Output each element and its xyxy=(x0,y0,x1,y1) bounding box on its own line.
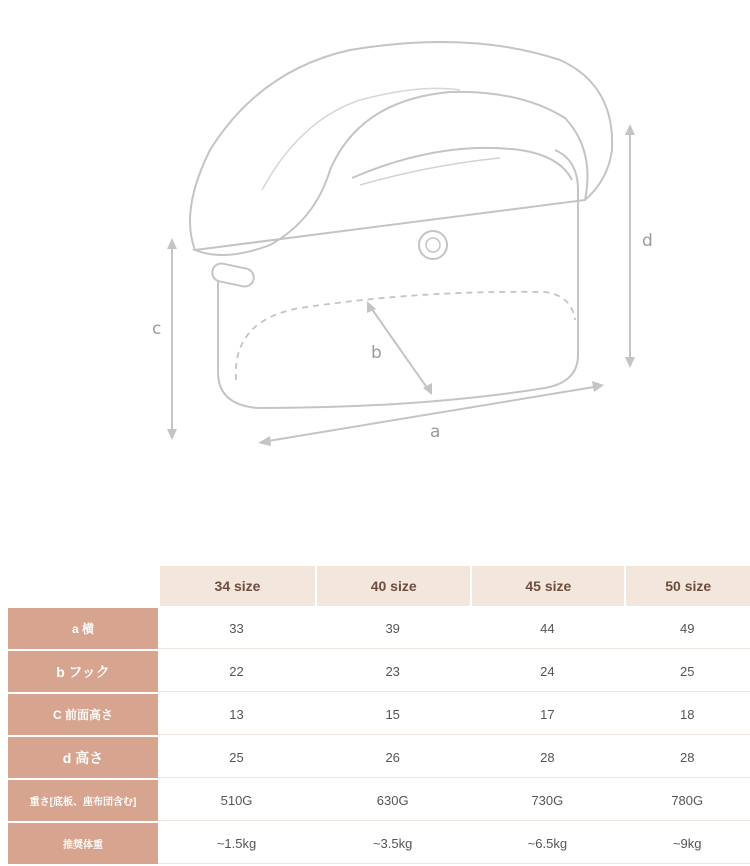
table-row xyxy=(8,823,750,864)
table-cell: ~3.5kg xyxy=(315,823,470,864)
table-cell: 25 xyxy=(624,651,750,692)
row-label: d 高さ xyxy=(8,737,158,778)
column-header: 40 size xyxy=(315,566,470,606)
bag-button-inner xyxy=(426,238,440,252)
table-row xyxy=(8,737,750,778)
label-c: c xyxy=(152,319,162,339)
table-cell: 15 xyxy=(315,694,470,735)
table-cell: ~9kg xyxy=(624,823,750,864)
label-b: b xyxy=(371,343,382,363)
row-label: 推奨体重 xyxy=(8,823,158,864)
table-cell: 25 xyxy=(158,737,315,778)
table-cell: 22 xyxy=(158,651,315,692)
table-cell: 28 xyxy=(470,737,624,778)
row-label: 重さ[底板、座布団含む] xyxy=(8,780,158,821)
column-header: 50 size xyxy=(624,566,750,606)
row-label: a 横 xyxy=(8,608,158,649)
table-row xyxy=(8,780,750,821)
table-cell: ~6.5kg xyxy=(470,823,624,864)
column-header: 45 size xyxy=(470,566,624,606)
row-label: C 前面高さ xyxy=(8,694,158,735)
table-cell: 630G xyxy=(315,780,470,821)
table-cell: 49 xyxy=(624,608,750,649)
table-cell: ~1.5kg xyxy=(158,823,315,864)
table-header-row xyxy=(8,566,750,606)
size-spec-table xyxy=(8,564,750,866)
bag-handle-outline xyxy=(190,42,612,255)
table-corner xyxy=(8,566,158,606)
table-row xyxy=(8,651,750,692)
table-cell: 23 xyxy=(315,651,470,692)
table-cell: 730G xyxy=(470,780,624,821)
column-header: 34 size xyxy=(158,566,315,606)
dimension-arrow-d xyxy=(625,124,635,368)
table-cell: 18 xyxy=(624,694,750,735)
table-cell: 24 xyxy=(470,651,624,692)
label-d: d xyxy=(642,231,653,251)
dimension-arrow-c xyxy=(167,238,177,440)
table-row xyxy=(8,608,750,649)
table-cell: 33 xyxy=(158,608,315,649)
table-cell: 13 xyxy=(158,694,315,735)
bag-inner-rim xyxy=(360,158,500,185)
bag-base-dashed xyxy=(236,292,575,380)
bag-body-outline xyxy=(218,150,578,408)
bag-back-rim xyxy=(352,148,572,180)
row-label: b フック xyxy=(8,651,158,692)
table-cell: 39 xyxy=(315,608,470,649)
label-a: a xyxy=(430,422,441,442)
table-cell: 28 xyxy=(624,737,750,778)
table-row xyxy=(8,694,750,735)
table-cell: 26 xyxy=(315,737,470,778)
table-cell: 44 xyxy=(470,608,624,649)
table-cell: 780G xyxy=(624,780,750,821)
table-cell: 17 xyxy=(470,694,624,735)
table-cell: 510G xyxy=(158,780,315,821)
bag-button xyxy=(419,231,447,259)
